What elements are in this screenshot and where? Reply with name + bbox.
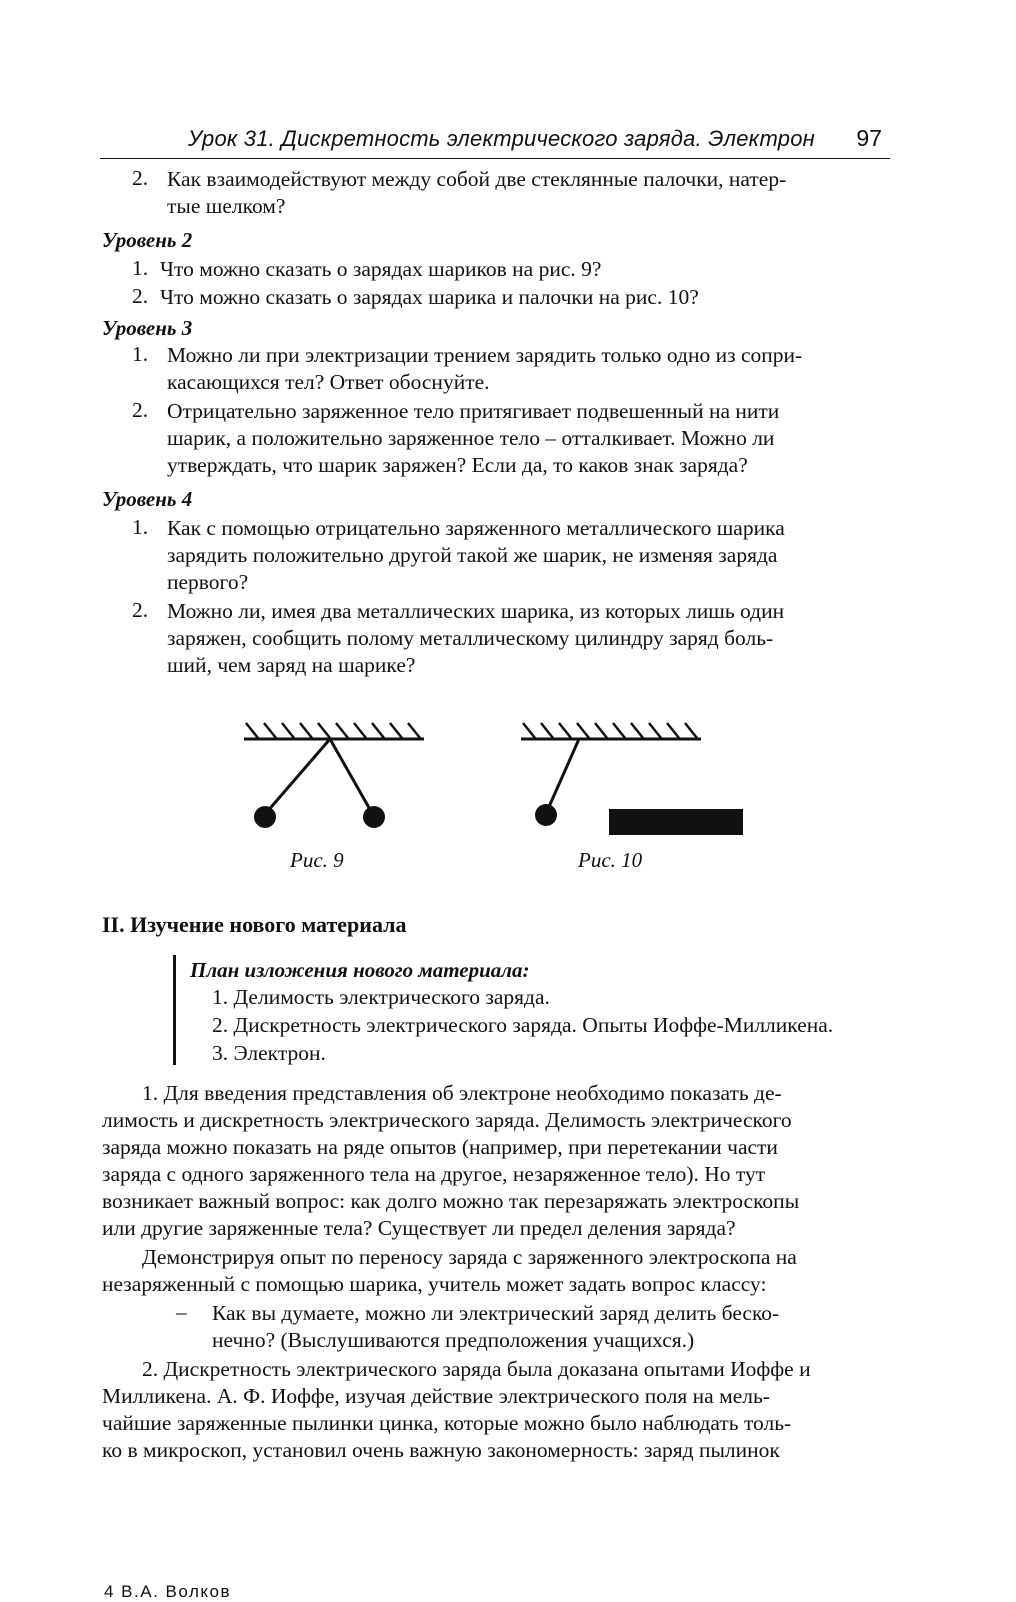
question-number: 2. (132, 166, 149, 190)
thread-left (266, 739, 330, 813)
footer-signature: 4 В.А. Волков (104, 1582, 231, 1601)
figure-9-pendulums (238, 715, 438, 835)
question-number: 2. (132, 284, 149, 308)
header-title: Урок 31. Дискретность электрического заряда. Электрон (188, 126, 815, 151)
plan-title: План изложения нового материала: (190, 958, 530, 982)
level-heading: Уровень 3 (102, 316, 193, 340)
figure-10-ball-and-rod (515, 715, 765, 845)
dash-marker: – (176, 1300, 187, 1324)
ball-right (363, 806, 385, 828)
plan-item: 3. Электрон. (212, 1041, 326, 1065)
question-number: 1. (132, 256, 149, 280)
body-line: заряда с одного заряженного тела на другое, незаряженное тело). Но тут (102, 1162, 766, 1186)
question-line: первого? (167, 570, 249, 594)
plan-item: 1. Делимость электрического заряда. (212, 985, 550, 1009)
body-line: незаряженный с помощью шарика, учитель может задать вопрос классу: (102, 1272, 767, 1296)
body-line: заряда можно показать на ряде опытов (например, при перетекании части (102, 1135, 778, 1159)
figure-9-caption: Рис. 9 (290, 848, 344, 872)
running-header (100, 122, 890, 159)
thread (548, 739, 579, 809)
question-line: Что можно сказать о зарядах шарика и палочки на рис. 10? (160, 285, 699, 309)
question-line: касающихся тел? Ответ обоснуйте. (167, 370, 490, 394)
plan-sidebar-rule (173, 955, 176, 1065)
section-title: II. Изучение нового материала (102, 912, 407, 937)
body-line: чайшие заряженные пылинки цинка, которые можно было наблюдать толь- (102, 1411, 792, 1435)
question-line: Как с помощью отрицательно заряженного металлического шарика (167, 516, 785, 540)
question-line: утверждать, что шарик заряжен? Если да, то каков знак заряда? (167, 453, 748, 477)
question-line: заряжен, сообщить полому металлическому цилиндру заряд боль- (167, 626, 774, 650)
question-number: 2. (132, 598, 149, 622)
body-line: 1. Для введения представления об электроне необходимо показать де- (142, 1081, 782, 1105)
figure-10-caption: Рис. 10 (578, 848, 643, 872)
question-line: Как взаимодействуют между собой две стеклянные палочки, натер- (167, 167, 787, 191)
body-line: или другие заряженные тела? Существует ли предел деления заряда? (102, 1216, 736, 1240)
plan-item: 2. Дискретность электрического заряда. Опыты Иоффе-Милликена. (212, 1013, 834, 1037)
question-line: Можно ли при электризации трением зарядить только одно из сопри- (167, 343, 803, 367)
ball-left (254, 806, 276, 828)
charged-rod (609, 809, 743, 835)
question-line: ший, чем заряд на шарике? (167, 653, 416, 677)
question-line: зарядить положительно другой такой же шарик, не изменяя заряда (167, 543, 778, 567)
body-line: Демонстрируя опыт по переносу заряда с заряженного электроскопа на (142, 1245, 797, 1269)
question-line: Что можно сказать о зарядах шариков на рис. 9? (160, 257, 602, 281)
level-heading: Уровень 2 (102, 228, 193, 252)
body-line: нечно? (Выслушиваются предположения учащихся.) (212, 1328, 695, 1352)
page-number: 97 (856, 125, 882, 151)
body-line: лимость и дискретность электрического заряда. Делимость электрического (102, 1108, 792, 1132)
body-line: 2. Дискретность электрического заряда была доказана опытами Иоффе и (142, 1357, 811, 1381)
question-line: тые шелком? (167, 194, 286, 218)
question-number: 2. (132, 398, 149, 422)
thread-right (330, 739, 372, 813)
body-line: возникает важный вопрос: как долго можно так перезаряжать электроскопы (102, 1189, 800, 1213)
question-number: 1. (132, 342, 149, 366)
ball (535, 804, 557, 826)
question-number: 1. (132, 515, 149, 539)
ceiling-hatch (244, 723, 424, 739)
question-line: Отрицательно заряженное тело притягивает подвешенный на нити (167, 399, 780, 423)
body-line: ко в микроскоп, установил очень важную закономерность: заряд пылинок (102, 1438, 780, 1462)
level-heading: Уровень 4 (102, 487, 193, 511)
body-line: Милликена. А. Ф. Иоффе, изучая действие электрического поля на мель- (102, 1384, 770, 1408)
question-line: шарик, а положительно заряженное тело – отталкивает. Можно ли (167, 426, 775, 450)
question-line: Можно ли, имея два металлических шарика, из которых лишь один (167, 599, 785, 623)
body-line: Как вы думаете, можно ли электрический заряд делить беско- (212, 1301, 780, 1325)
ceiling-hatch (521, 723, 701, 739)
